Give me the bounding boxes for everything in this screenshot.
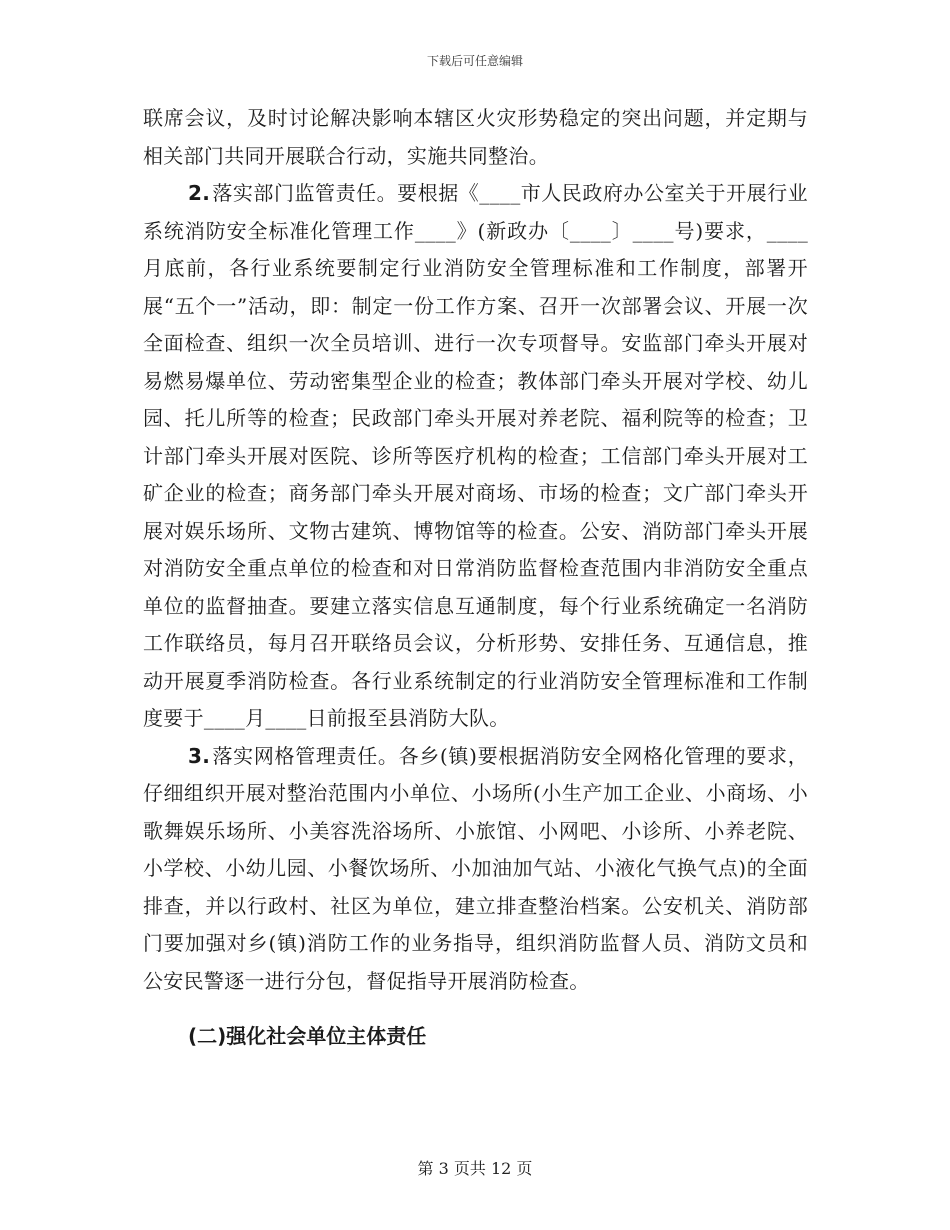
paragraph-text: 落实网格管理责任。各乡(镇)要根据消防安全网格化管理的要求，仔细组织开展对整治范围内小单位、小场所(小生产加工企业、小商场、小歌舞娱乐场所、小美容洗浴场所、小旅馆、小网吧、小诊所、小养老院、小学校、小幼儿园、小餐饮场所、小加油加气站、小液化气换气点)的全面排查，并以行政村、社区为单位，建立排查整治档案。公安机关、消防部门要加强对乡(镇)消防工作的业务指导，组织消防监督人员、消防文员和公安民警逐一进行分包，督促指导开展消防检查。 <box>143 743 808 993</box>
paragraph-text: 联席会议，及时讨论解决影响本辖区火灾形势稳定的突出问题，并定期与相关部门共同开展联合行动，实施共同整治。 <box>143 106 808 168</box>
page-number-footer: 第 3 页共 12 页 <box>417 1159 533 1178</box>
paragraph-continuation <box>143 100 808 175</box>
page-header-note: 下载后可任意编辑 <box>426 54 523 68</box>
paragraph-item-2 <box>143 175 808 738</box>
paragraph-item-3 <box>143 738 808 1001</box>
document-body <box>143 100 808 1056</box>
paragraph-number: 3. <box>188 743 211 768</box>
paragraph-text: 落实部门监管责任。要根据《____市人民政府办公室关于开展行业系统消防安全标准化管理工作____》(新政办〔____〕____号)要求，____月底前，各行业系统要制定行业消防安全管理标准和工作制度，部署开展“五个一”活动，即：制定一份工作方案、召开一次部署会议、开展一次全面检查、组织一次全员培训、进行一次专项督导。安监部门牵头开展对易燃易爆单位、劳动密集型企业的检查；教体部门牵头开展对学校、幼儿园、托儿所等的检查；民政部门牵头开展对养老院、福利院等的检查；卫计部门牵头开展对医院、诊所等医疗机构的检查；工信部门牵头开展对工矿企业的检查；商务部门牵头开展对商场、市场的检查；文广部门牵头开展对娱乐场所、文物古建筑、博物馆等的检查。公安、消防部门牵头开展对消防安全重点单位的检查和对日常消防监督检查范围内非消防安全重点单位的监督抽查。要建立落实信息互通制度，每个行业系统确定一名消防工作联络员，每月召开联络员会议，分析形势、安排任务、互通信息，推动开展夏季消防检查。各行业系统制定的行业消防安全管理标准和工作制度要于____月____日前报至县消防大队。 <box>143 181 808 730</box>
paragraph-number: 2. <box>188 181 211 205</box>
section-heading: (二)强化社会单位主体责任 <box>188 1024 427 1048</box>
